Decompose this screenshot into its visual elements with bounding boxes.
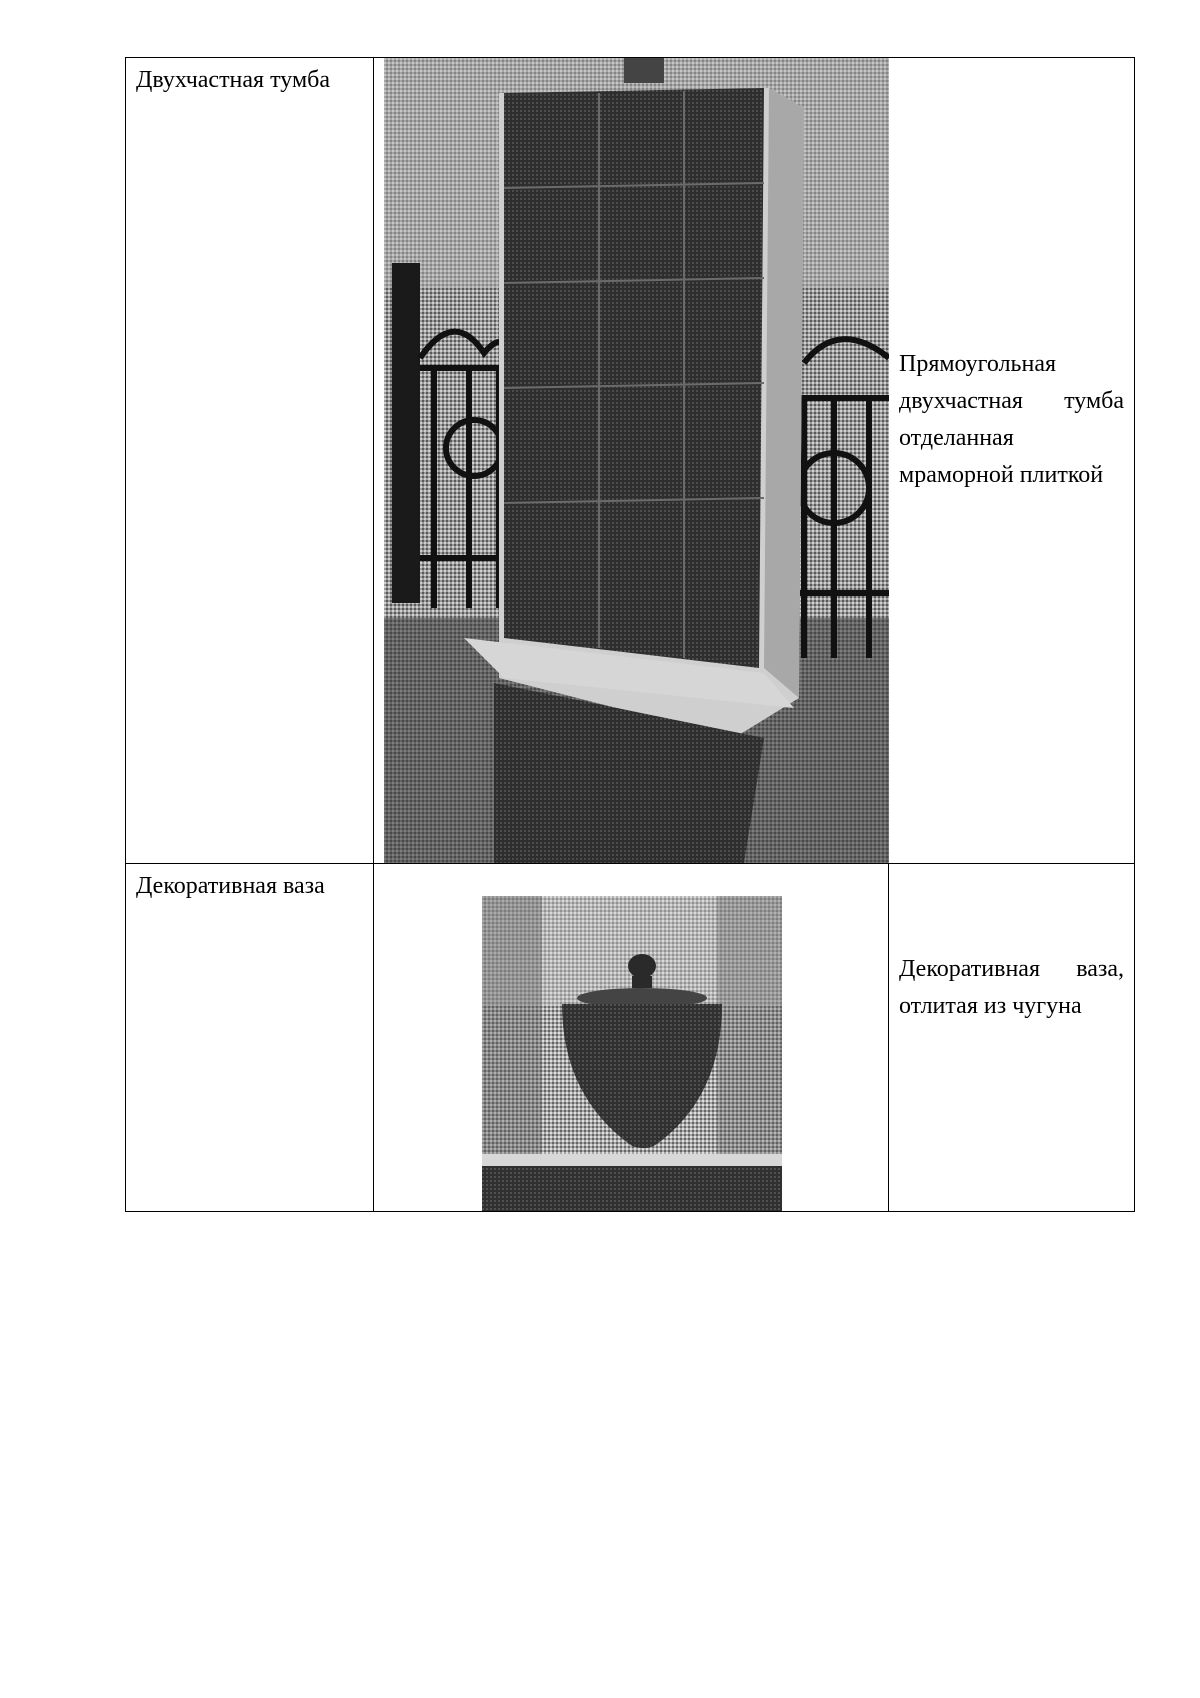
vase-photo <box>482 896 782 1211</box>
object-description: Прямоугольная двухчастная тумба отделанная мраморной плиткой <box>899 351 1124 488</box>
objects-table <box>125 57 1135 1212</box>
table-row <box>126 864 1134 1211</box>
object-name: Декоративная ваза <box>126 864 374 1211</box>
table-row <box>126 58 1134 864</box>
object-name: Двухчастная тумба <box>126 58 374 863</box>
photo-cell <box>374 58 889 863</box>
pedestal-photo <box>384 58 889 863</box>
object-description: Декоративная ваза, отлитая из чугуна <box>899 956 1124 1019</box>
photo-cell <box>374 864 889 1211</box>
